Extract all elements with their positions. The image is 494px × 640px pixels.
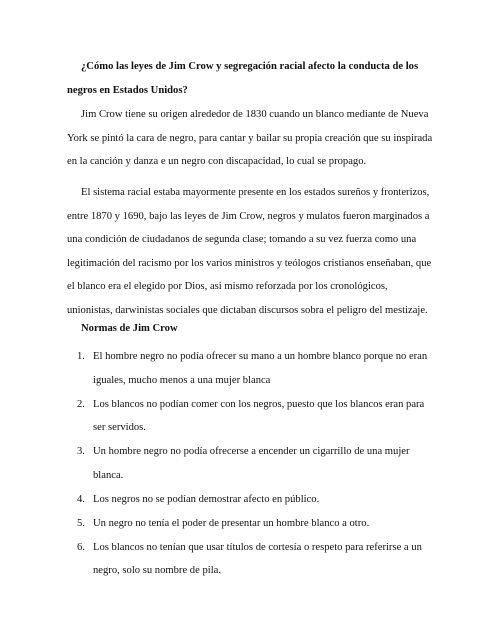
- list-item-text: Los negros no se podían demostrar afecto en público.: [93, 493, 320, 505]
- list-item-text: Un negro no tenía el poder de presentar un hombre blanco a otro.: [93, 517, 370, 529]
- paragraph-origin: Jim Crow tiene su origen alrededor de 1830 cuando un blanco mediante de Nueva York se pintó la cara de negro, para cantar y bailar su propia creación que su inspirada en la canción y danza e un negro con discapacidad, lo cual se propago.: [67, 109, 433, 167]
- list-item: [67, 345, 435, 392]
- list-item-text: Los blancos no podían comer con los negros, puesto que los blancos eran para ser servidos.: [93, 398, 425, 433]
- list-item-number: 6.: [77, 541, 85, 553]
- list-item-number: 4.: [77, 493, 85, 505]
- list-item: [67, 440, 435, 487]
- document-title: ¿Cómo las leyes de Jim Crow y segregación racial afecto la conducta de los negros en Estados Unidos?: [67, 61, 419, 96]
- list-item: [67, 488, 435, 512]
- list-item-number: 5.: [77, 517, 85, 529]
- list-item: [67, 536, 435, 583]
- list-item-number: 2.: [77, 398, 85, 410]
- list-item-text: Un hombre negro no podía ofrecerse a encender un cigarrillo de una mujer blanca.: [93, 446, 410, 481]
- list-item: [67, 393, 435, 440]
- list-item-number: 1.: [77, 351, 85, 362]
- paragraph-racial-system: El sistema racial estaba mayormente presente en los estados sureños y fronterizos, entre 1870 y 1690, bajo las leyes de Jim Crow, negros y mulatos fueron marginados a una condición de ciudadanos de segunda clase; tomando a su vez fuerza como una legitimación del racismo por los varios ministros y teólogos cristianos enseñaban, que el blanco era el elegido por Dios, asi mismo reforzada por los cronológicos, unionistas, darwinistas sociales que dictaban discursos sobra el peligro del mestizaje.: [67, 187, 432, 316]
- section-heading: Normas de Jim Crow: [81, 323, 178, 334]
- list-item: [67, 512, 435, 536]
- norms-list: [67, 345, 435, 583]
- list-item-text: Los blancos no tenían que usar títulos de cortesía o respeto para referirse a un negro, solo su nombre de pila.: [93, 541, 422, 576]
- list-item-text: El hombre negro no podía ofrecer su mano a un hombre blanco porque no eran iguales, mucho menos a una mujer blanca: [93, 351, 428, 386]
- list-item-number: 3.: [77, 446, 85, 457]
